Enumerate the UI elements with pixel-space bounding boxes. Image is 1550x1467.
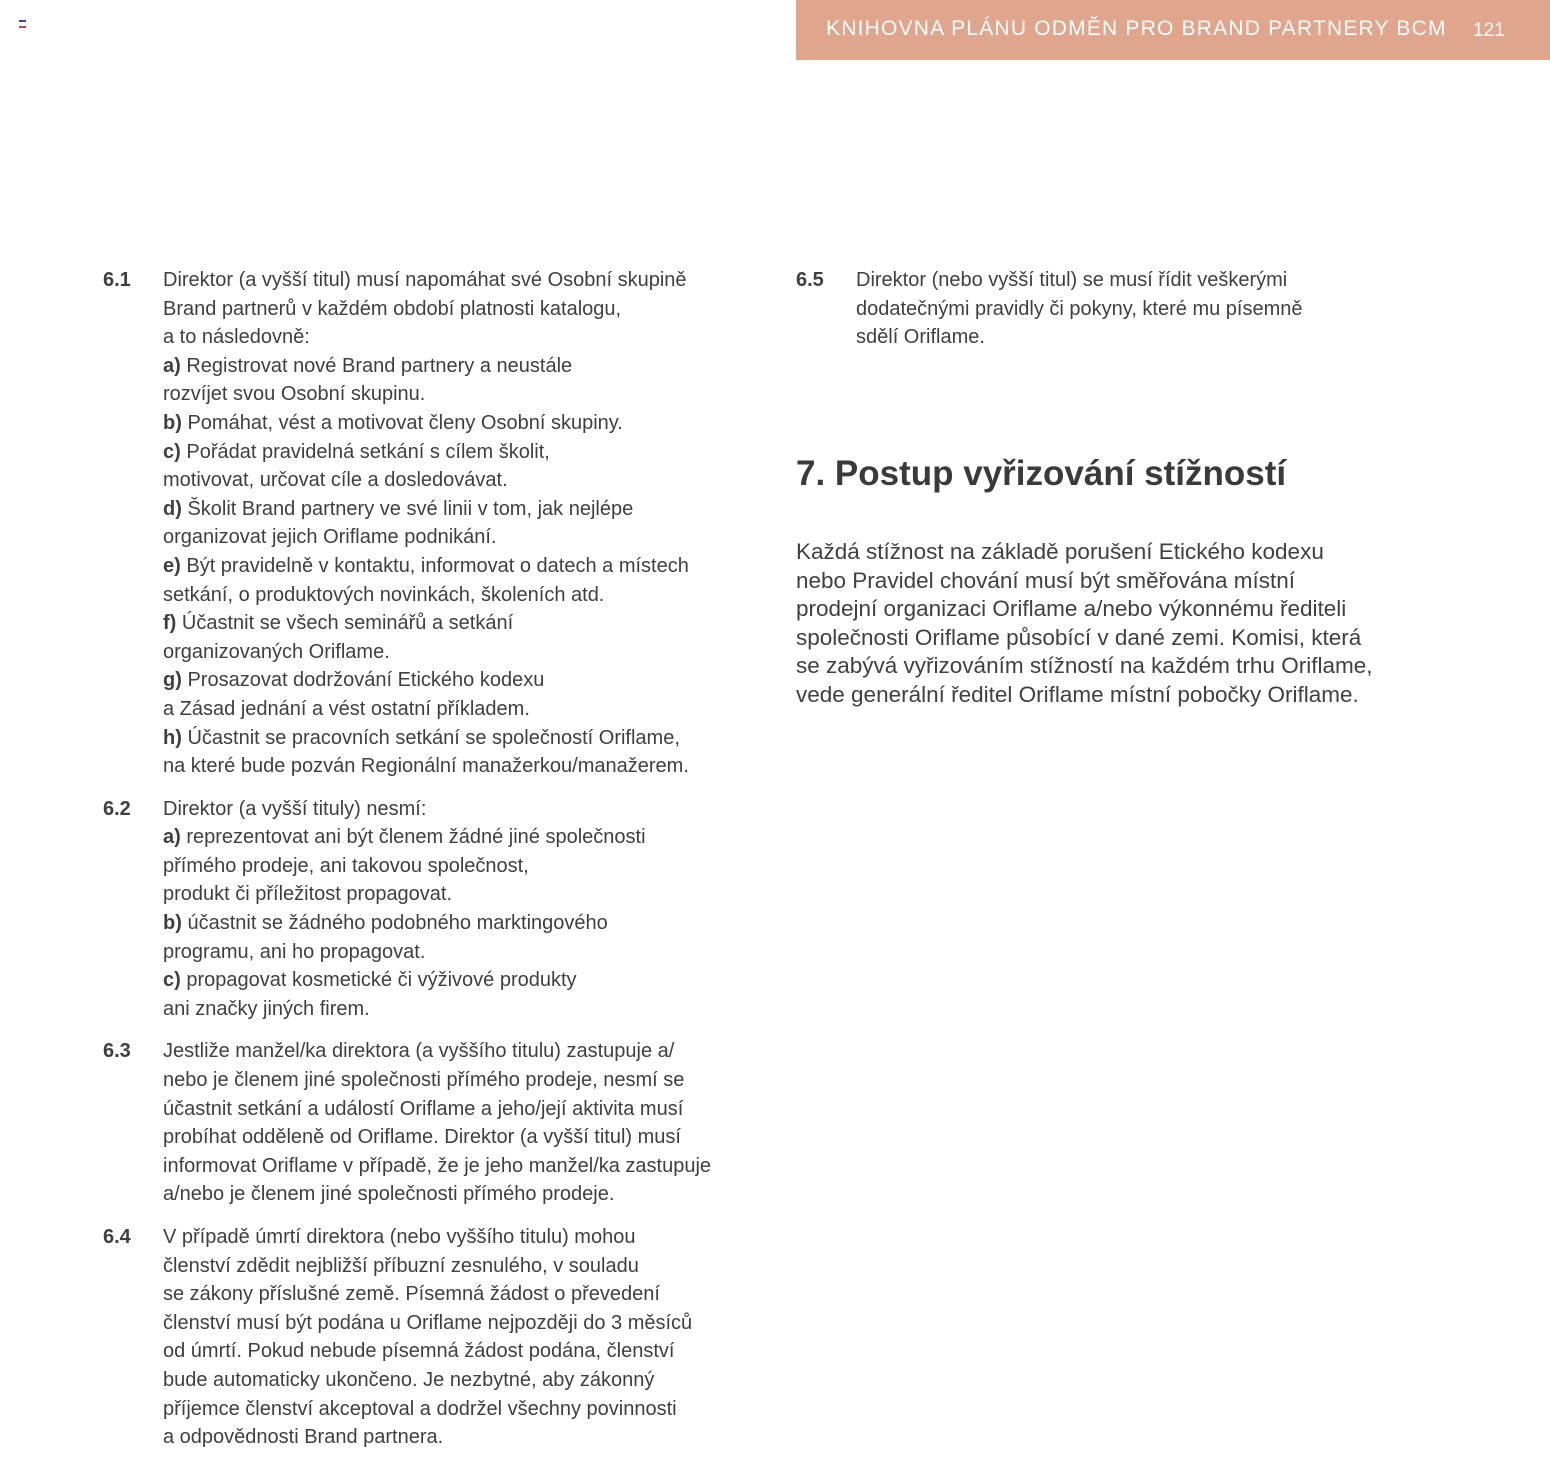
- item-text: Pořádat pravidelná setkání s cílem školit,: [180, 440, 550, 463]
- item-text: Jestliže manžel/ka direktora (a vyššího titulu) zastupuje a/: [163, 1040, 675, 1063]
- item-text: motivovat, určovat cíle a dosledovávat.: [163, 469, 508, 492]
- text-line: [163, 795, 743, 824]
- item-label: c): [163, 969, 181, 992]
- text-line: [163, 1252, 743, 1281]
- paragraph-line: se zabývá vyřizováním stížností na každém trhu Oriflame,: [796, 653, 1373, 679]
- text-line: [163, 1223, 743, 1252]
- text-line: [163, 724, 743, 753]
- left-column: [103, 266, 743, 1452]
- item-text: organizovaných Oriflame.: [163, 640, 390, 663]
- item-text: ani značky jiných firem.: [163, 997, 370, 1020]
- text-line: [163, 1366, 743, 1395]
- item-text: Školit Brand partnery ve své linii v tom, jak nejlépe: [181, 497, 634, 520]
- item-text: reprezentovat ani být členem žádné jiné společnosti: [180, 826, 646, 849]
- section-number: 6.1: [103, 269, 131, 291]
- item-label: g): [163, 669, 182, 692]
- text-line: [163, 380, 743, 409]
- item-label: f): [163, 612, 177, 635]
- text-line: [163, 938, 743, 967]
- text-line: [163, 1180, 743, 1209]
- section-6-3: [103, 1037, 743, 1209]
- item-text: nebo je členem jiné společnosti přímého prodeje, nesmí se: [163, 1069, 685, 1092]
- text-line: [163, 695, 743, 724]
- text-line: [163, 666, 743, 695]
- text-line: [163, 1037, 743, 1066]
- section-number: 6.2: [103, 797, 131, 820]
- item-text: a odpovědnosti Brand partnera.: [163, 1426, 444, 1449]
- item-text: bude automaticky ukončeno. Je nezbytné, aby zákonný: [163, 1368, 655, 1391]
- item-text: sdělí Oriflame.: [856, 326, 985, 349]
- item-text: Direktor (a vyšší titul) musí napomáhat své Osobní skupině: [163, 269, 687, 291]
- text-line: [163, 752, 743, 781]
- flag-icon: [19, 20, 26, 27]
- text-line: [163, 966, 743, 995]
- section-6-2: [103, 795, 743, 1024]
- item-text: členství zdědit nejbližší příbuzní zesnulého, v souladu: [163, 1254, 639, 1277]
- paragraph-line: společnosti Oriflame působící v dané zemi. Komisi, která: [796, 624, 1362, 650]
- text-line: [163, 295, 743, 324]
- item-text: probíhat odděleně od Oriflame. Direktor (a vyšší titul) musí: [163, 1126, 681, 1149]
- item-text: účastnit setkání a událostí Oriflame a jeho/její aktivita musí: [163, 1097, 684, 1120]
- item-text: na které bude pozván Regionální manažerkou/manažerem.: [163, 755, 689, 778]
- item-text: účastnit se žádného podobného marktingového: [181, 912, 608, 935]
- item-text: Prosazovat dodržování Etického kodexu: [181, 669, 545, 692]
- paragraph-line: prodejní organizaci Oriflame a/nebo výkonnému řediteli: [796, 596, 1347, 622]
- item-text: rozvíjet svou Osobní skupinu.: [163, 383, 426, 406]
- paragraph-line: Každá stížnost na základě porušení Etického kodexu: [796, 539, 1324, 564]
- item-label: b): [163, 912, 182, 935]
- item-label: e): [163, 554, 181, 577]
- item-text: V případě úmrtí direktora (nebo vyššího titulu) mohou: [163, 1226, 636, 1248]
- item-label: a): [163, 354, 181, 377]
- text-line: [163, 852, 743, 881]
- item-text: členství musí být podána u Oriflame nejpozději do 3 měsíců: [163, 1311, 693, 1334]
- text-line: [163, 552, 743, 581]
- text-line: [163, 1095, 743, 1124]
- item-text: příjemce členství akceptoval a dodržel všechny povinnosti: [163, 1397, 677, 1420]
- paragraph-line: nebo Pravidel chování musí být směřována místní: [796, 567, 1295, 593]
- item-text: produkt či příležitost propagovat.: [163, 883, 453, 906]
- text-line: [163, 823, 743, 852]
- item-text: Direktor (a vyšší tituly) nesmí:: [163, 797, 427, 820]
- item-label: c): [163, 440, 181, 463]
- item-text: Brand partnerů v každém období platnosti katalogu,: [163, 297, 622, 320]
- item-text: Účastnit se všech seminářů a setkání: [176, 612, 514, 635]
- section-number: 6.5: [796, 269, 824, 291]
- text-line: [163, 438, 743, 467]
- text-line: [163, 609, 743, 638]
- text-line: [163, 1423, 743, 1452]
- text-line: [163, 266, 743, 295]
- complaints-paragraph: [796, 538, 1372, 710]
- item-text: a/nebo je členem jiné společnosti přímého prodeje.: [163, 1183, 615, 1206]
- text-line: [163, 1337, 743, 1366]
- text-line: [163, 409, 743, 438]
- text-line: [163, 1395, 743, 1424]
- item-label: a): [163, 826, 181, 849]
- section-body: [856, 266, 1436, 352]
- item-text: setkání, o produktových novinkách, školeních atd.: [163, 583, 605, 606]
- text-line: [163, 466, 743, 495]
- item-text: Být pravidelně v kontaktu, informovat o datech a místech: [180, 554, 689, 577]
- item-text: Direktor (nebo vyšší titul) se musí řídit veškerými: [856, 269, 1288, 291]
- item-text: Účastnit se pracovních setkání se společností Oriflame,: [181, 726, 680, 749]
- text-line: [163, 638, 743, 667]
- text-line: [163, 495, 743, 524]
- section-6-5: [796, 266, 1436, 352]
- section-body: [163, 266, 743, 781]
- text-line: [163, 995, 743, 1024]
- item-label: h): [163, 726, 182, 749]
- item-text: se zákony příslušné země. Písemná žádost o převedení: [163, 1283, 660, 1306]
- text-line: [856, 266, 1436, 295]
- text-line: [163, 581, 743, 610]
- section-body: [163, 1223, 743, 1452]
- item-text: a to následovně:: [163, 326, 310, 349]
- right-column: [796, 266, 1436, 352]
- section-number: 6.3: [103, 1040, 131, 1063]
- text-line: [163, 909, 743, 938]
- item-text: přímého prodeje, ani takovou společnost,: [163, 854, 529, 877]
- text-line: [163, 1123, 743, 1152]
- item-label: d): [163, 497, 182, 520]
- item-text: organizovat jejich Oriflame podnikání.: [163, 526, 497, 549]
- item-text: a Zásad jednání a vést ostatní příkladem.: [163, 697, 530, 720]
- section-6-1: [103, 266, 743, 781]
- text-line: [856, 295, 1436, 324]
- text-line: [856, 323, 1436, 352]
- paragraph-line: vede generální ředitel Oriflame místní pobočky Oriflame.: [796, 681, 1359, 707]
- text-line: [163, 1152, 743, 1181]
- item-text: informovat Oriflame v případě, že je jeho manžel/ka zastupuje: [163, 1154, 712, 1177]
- item-text: od úmrtí. Pokud nebude písemná žádost podána, členství: [163, 1340, 675, 1363]
- item-text: programu, ani ho propagovat.: [163, 940, 426, 963]
- text-line: [163, 1066, 743, 1095]
- section-body: [163, 1037, 743, 1209]
- page-number: 121: [1473, 20, 1505, 41]
- item-label: b): [163, 411, 182, 434]
- text-line: [163, 323, 743, 352]
- text-line: [163, 523, 743, 552]
- item-text: Pomáhat, vést a motivovat členy Osobní skupiny.: [181, 411, 623, 434]
- section-7-heading: 7. Postup vyřizování stížností: [796, 454, 1287, 493]
- text-line: [163, 352, 743, 381]
- item-text: propagovat kosmetické či výživové produkty: [180, 969, 577, 992]
- header-title: KNIHOVNA PLÁNU ODMĚN PRO BRAND PARTNERY BCM: [826, 17, 1447, 40]
- section-body: [163, 795, 743, 1024]
- section-number: 6.4: [103, 1226, 131, 1248]
- section-6-4: [103, 1223, 743, 1452]
- item-text: Registrovat nové Brand partnery a neustále: [180, 354, 573, 377]
- text-line: [163, 1280, 743, 1309]
- text-line: [163, 1309, 743, 1338]
- text-line: [163, 880, 743, 909]
- item-text: dodatečnými pravidly či pokyny, které mu písemně: [856, 297, 1303, 320]
